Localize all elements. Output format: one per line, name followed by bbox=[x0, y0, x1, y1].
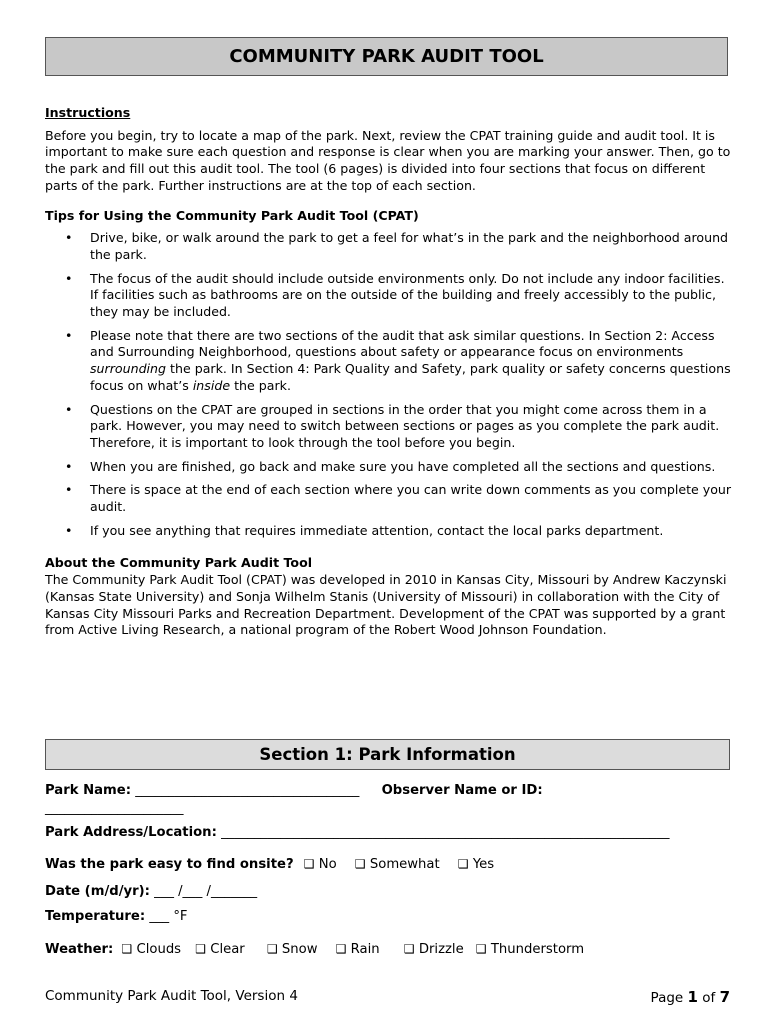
observer-field[interactable]: _____________________ bbox=[45, 801, 184, 816]
temperature-label: Temperature: bbox=[45, 909, 146, 924]
tips-list bbox=[45, 230, 735, 539]
temperature-field[interactable]: ___ °F bbox=[149, 909, 188, 924]
option-somewhat[interactable]: ❑ Somewhat bbox=[354, 857, 440, 872]
checkbox-icon[interactable]: ❑ bbox=[403, 942, 415, 956]
section-1-title: Section 1: Park Information bbox=[45, 739, 730, 770]
option-rain[interactable]: ❑ Rain bbox=[335, 942, 380, 957]
address-row bbox=[45, 825, 735, 840]
page-number: Page 1 of 7 bbox=[650, 988, 730, 1006]
observer-line-row bbox=[45, 801, 735, 816]
option-drizzle[interactable]: ❑ Drizzle bbox=[403, 942, 464, 957]
option-clouds[interactable]: ❑ Clouds bbox=[121, 942, 182, 957]
weather-row bbox=[45, 942, 735, 957]
date-field[interactable]: ___ /___ /_______ bbox=[154, 884, 258, 899]
option-thunderstorm[interactable]: ❑ Thunderstorm bbox=[475, 942, 585, 957]
bullet-icon: • bbox=[65, 230, 73, 246]
find-label: Was the park easy to find onsite? bbox=[45, 857, 294, 872]
temperature-row bbox=[45, 909, 735, 924]
park-name-label: Park Name: bbox=[45, 783, 131, 798]
option-clear[interactable]: ❑ Clear bbox=[195, 942, 245, 957]
checkbox-icon[interactable]: ❑ bbox=[266, 942, 278, 956]
instructions-block bbox=[45, 105, 735, 639]
checkbox-icon[interactable]: ❑ bbox=[475, 942, 487, 956]
bullet-icon: • bbox=[65, 401, 73, 417]
tip-item: • The focus of the audit should include outside environments only. Do not include any indoor facilities. If facilities such as bathrooms are on the outside of the building and freely accessibly to the public, they may be included. bbox=[65, 270, 725, 320]
option-no[interactable]: ❑ No bbox=[303, 857, 337, 872]
bullet-icon: • bbox=[65, 327, 73, 343]
checkbox-icon[interactable]: ❑ bbox=[457, 857, 469, 871]
tip-item: • When you are finished, go back and make sure you have completed all the sections and questions. bbox=[65, 458, 716, 474]
option-snow[interactable]: ❑ Snow bbox=[266, 942, 318, 957]
tip-item: • Please note that there are two sections of the audit that ask similar questions. In Section 2: Access and Surrounding Neighborhood, questions about safety or appearance focus on environments surrounding the park. In Section 4: Park Quality and Safety, park quality or safety concerns questions focus on what’s inside the park. bbox=[65, 327, 731, 393]
checkbox-icon[interactable]: ❑ bbox=[354, 857, 366, 871]
bullet-icon: • bbox=[65, 458, 73, 474]
find-row bbox=[45, 857, 735, 872]
option-yes[interactable]: ❑ Yes bbox=[457, 857, 495, 872]
tip-item: • Drive, bike, or walk around the park to get a feel for what’s in the park and the neighborhood around the park. bbox=[65, 230, 729, 262]
about-heading: About the Community Park Audit Tool bbox=[45, 555, 313, 571]
tip-item: • Questions on the CPAT are grouped in sections in the order that you might come across them in a park. However, you may need to switch between sections or pages as you complete the park audit. Therefore, it is important to look through the tool before you begin. bbox=[65, 401, 720, 450]
address-field[interactable]: ____________________________________________________________________ bbox=[221, 825, 670, 840]
park-name-field[interactable]: __________________________________ bbox=[135, 783, 360, 798]
observer-label: Observer Name or ID: bbox=[381, 783, 543, 798]
date-label: Date (m/d/yr): bbox=[45, 884, 150, 899]
checkbox-icon[interactable]: ❑ bbox=[195, 942, 207, 956]
footer-version: Community Park Audit Tool, Version 4 bbox=[45, 988, 298, 1004]
about-text: The Community Park Audit Tool (CPAT) was developed in 2010 in Kansas City, Missouri by Andrew Kaczynski (Kansas State University) and Sonja Wilhelm Stanis (University of Missouri) in collaboration with the City of Kansas City Missouri Parks and Recreation Department. Development of the CPAT was supported by a grant from Active Living Research, a national program of the Robert Wood Johnson Foundation. bbox=[45, 572, 727, 638]
instructions-heading: Instructions bbox=[45, 105, 131, 120]
address-label: Park Address/Location: bbox=[45, 825, 217, 840]
checkbox-icon[interactable]: ❑ bbox=[121, 942, 133, 956]
tip-item: • There is space at the end of each section where you can write down comments as you complete your audit. bbox=[65, 482, 732, 515]
bullet-icon: • bbox=[65, 482, 73, 498]
weather-label: Weather: bbox=[45, 942, 114, 957]
instructions-text: Before you begin, try to locate a map of the park. Next, review the CPAT training guide and audit tool. It is important to make sure each question and response is clear when you are marking your answer. Then, go to the park and fill out this audit tool. The tool (6 pages) is divided into four sections that focus on different parts of the park. Further instructions are at the top of each section. bbox=[45, 127, 731, 193]
bullet-icon: • bbox=[65, 270, 73, 286]
bullet-icon: • bbox=[65, 522, 73, 538]
checkbox-icon[interactable]: ❑ bbox=[303, 857, 315, 871]
checkbox-icon[interactable]: ❑ bbox=[335, 942, 347, 956]
date-row bbox=[45, 884, 735, 899]
tips-heading: Tips for Using the Community Park Audit Tool (CPAT) bbox=[45, 207, 419, 223]
document-title: COMMUNITY PARK AUDIT TOOL bbox=[45, 37, 728, 76]
tip-item: • If you see anything that requires immediate attention, contact the local parks department. bbox=[65, 522, 664, 538]
park-name-row bbox=[45, 783, 735, 798]
